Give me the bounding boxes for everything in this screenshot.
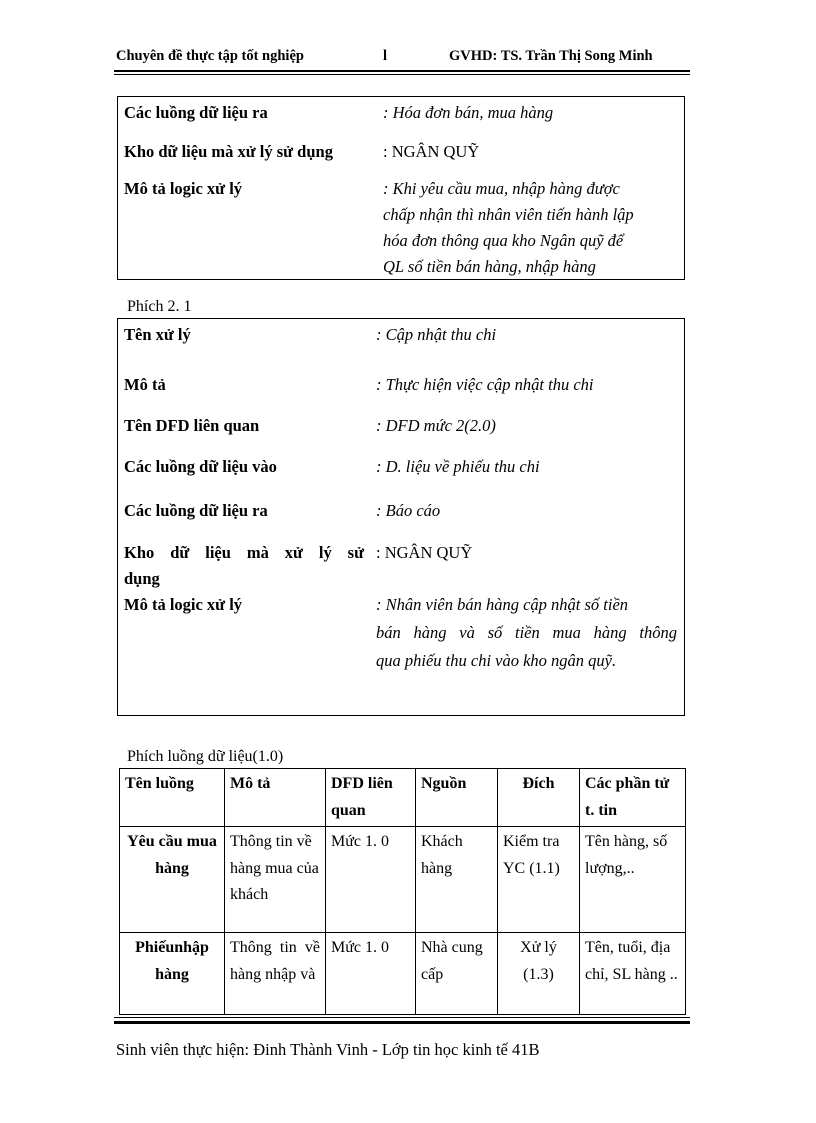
header-cell-name: Tên luồng — [120, 769, 225, 827]
box1-output-flows-value: : Hóa đơn bán, mua hàng — [383, 103, 554, 122]
box2-dfd-label: Tên DFD liên quan — [124, 416, 260, 435]
box1-logic-line-3: hóa đơn thông qua kho Ngân quỹ để — [383, 231, 624, 250]
box1-logic-line-1: : Khi yêu cầu mua, nhập hàng được — [383, 179, 620, 198]
box1-datastore-label: Kho dữ liệu mà xử lý sử dụng — [124, 142, 333, 161]
table-row — [120, 827, 686, 933]
box2-datastore-value: : NGÂN QUỸ — [376, 543, 473, 562]
box2-datastore-label-l1: Kho dữ liệu mà xử lý sử — [124, 543, 364, 562]
data-flow-table — [119, 768, 686, 1015]
box1-logic-line-2: chấp nhận thì nhân viên tiến hành lập — [383, 205, 634, 224]
row2-elements: Tên, tuổi, địa chỉ, SL hàng .. — [580, 933, 686, 1015]
box2-desc-label: Mô tả — [124, 375, 166, 394]
header-rule-thin — [114, 74, 690, 75]
box2-logic-line-3: qua phiếu thu chi vào kho ngân quỹ. — [376, 651, 617, 670]
box2-name-label: Tên xử lý — [124, 325, 191, 344]
table-header-row — [120, 769, 686, 827]
box2-logic-line-2: bán hàng và số tiền mua hàng thông — [376, 623, 677, 642]
header-cell-target: Đích — [498, 769, 580, 827]
header-left: Chuyên đề thực tập tốt nghiệp — [116, 48, 304, 64]
row2-target: Xử lý (1.3) — [498, 933, 580, 1015]
row1-target: Kiểm tra YC (1.1) — [498, 827, 580, 933]
box1-logic-label: Mô tả logic xử lý — [124, 179, 243, 198]
box2-input-flows-value: : D. liệu về phiếu thu chi — [376, 457, 540, 476]
row2-desc: Thông tin về hàng nhập và — [225, 933, 326, 1015]
row1-elements: Tên hàng, số lượng,.. — [580, 827, 686, 933]
header-page-mark: l — [383, 48, 388, 64]
row1-source: Khách hàng — [416, 827, 498, 933]
box2-output-flows-value: : Báo cáo — [376, 501, 441, 520]
row1-name: Yêu cầu mua hàng — [120, 827, 225, 933]
row1-desc: Thông tin về hàng mua của khách — [225, 827, 326, 933]
box2-output-flows-label: Các luồng dữ liệu ra — [124, 501, 268, 520]
box2-name-value: : Cập nhật thu chi — [376, 325, 497, 344]
box2-dfd-value: : DFD mức 2(2.0) — [376, 416, 496, 435]
header-cell-source: Nguồn — [416, 769, 498, 827]
box2-logic-line-1: : Nhân viên bán hàng cập nhật số tiền — [376, 595, 629, 614]
flow-caption: Phích luồng dữ liệu(1.0) — [127, 748, 284, 765]
box1-logic-line-4: QL số tiền bán hàng, nhập hàng — [383, 257, 596, 276]
header-cell-elements: Các phần tử t. tin — [580, 769, 686, 827]
header-right: GVHD: TS. Trần Thị Song Minh — [449, 48, 653, 64]
row2-name: Phiếunhập hàng — [120, 933, 225, 1015]
box2-desc-value: : Thực hiện việc cập nhật thu chi — [376, 375, 594, 394]
phich-caption: Phích 2. 1 — [127, 298, 192, 315]
footer-text: Sinh viên thực hiện: Đinh Thành Vinh - Lớp tin học kinh tế 41B — [116, 1040, 540, 1059]
row2-source: Nhà cung cấp — [416, 933, 498, 1015]
box2-logic-label: Mô tả logic xử lý — [124, 595, 243, 614]
header-cell-dfd: DFD liên quan — [326, 769, 416, 827]
footer-rule-thick — [114, 1021, 690, 1024]
row2-dfd: Mức 1. 0 — [326, 933, 416, 1015]
box1-output-flows-label: Các luồng dữ liệu ra — [124, 103, 268, 122]
table-row — [120, 933, 686, 1015]
box2-datastore-label-l2: dụng — [124, 569, 160, 588]
footer-rule-thin — [114, 1017, 690, 1018]
box1-datastore-value: : NGÂN QUỸ — [383, 142, 480, 161]
header-rule — [114, 70, 690, 72]
row1-dfd: Mức 1. 0 — [326, 827, 416, 933]
box2-input-flows-label: Các luồng dữ liệu vào — [124, 457, 277, 476]
header-cell-desc: Mô tả — [225, 769, 326, 827]
